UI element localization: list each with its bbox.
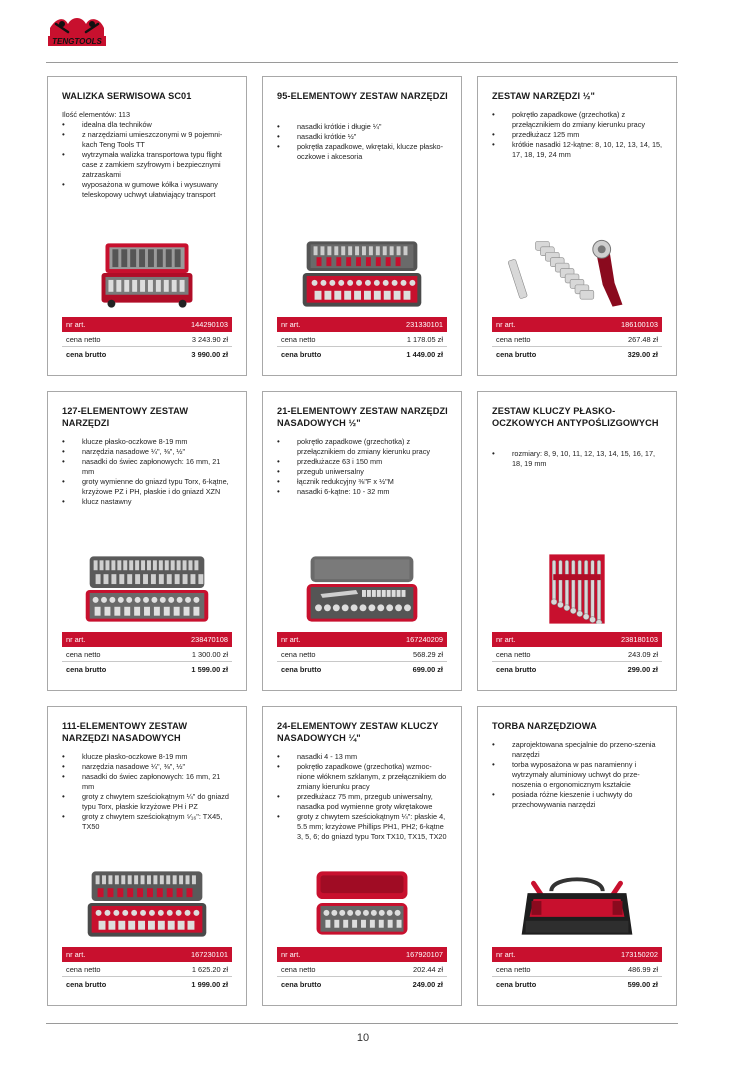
gross-price-row [492, 347, 662, 362]
feature-item: • klucze płasko-oczkowe 8-19 mm [62, 752, 234, 762]
product-description [492, 110, 664, 160]
gross-price-label: cena brutto [496, 665, 537, 674]
feature-list [277, 437, 449, 497]
feature-item: • posiada różne kieszenie i uchwyty do przechowywania narzędzi [492, 790, 664, 810]
svg-text:TENGTOOLS: TENGTOOLS [52, 37, 102, 46]
feature-item: • klucze płasko-oczkowe 8-19 mm [62, 437, 234, 447]
net-price-value: 3 243.90 zł [191, 334, 228, 344]
net-price-row [62, 332, 232, 347]
feature-item: • torba wyposażona w pas naramienny i wytrzymały aluminiowy uchwyt do prze-noszenia o ergonomicznym kształcie [492, 760, 664, 790]
gross-price-value: 599.00 zł [627, 980, 658, 989]
product-description [492, 449, 664, 469]
feature-item: • pokrętło zapadkowe (grzechotka) z przełącznikiem do zmiany kierunku pracy [492, 110, 664, 130]
net-price-value: 1 300.00 zł [191, 649, 228, 659]
net-price-label: cena netto [66, 964, 101, 974]
feature-item: • łącznik redukcyjny ⅜"F x ½"M [277, 477, 449, 487]
feature-item: • wyposażona w gumowe kółka i wysuwany teleskopowy uchwyt ułatwiający transport [62, 180, 234, 200]
art-no-label: nr art. [496, 950, 516, 959]
art-no-value: 144290103 [191, 320, 228, 329]
gross-price-label: cena brutto [281, 350, 322, 359]
tengtools-logo [46, 14, 108, 50]
feature-item: • rozmiary: 8, 9, 10, 11, 12, 13, 14, 15, 16, 17, 18, 19 mm [492, 449, 664, 469]
art-no-label: nr art. [496, 635, 516, 644]
gross-price-row [492, 662, 662, 677]
tool-box-image [277, 239, 447, 309]
price-table [492, 632, 662, 677]
product-description [62, 752, 234, 832]
product-card-4 [47, 391, 247, 691]
net-price-label: cena netto [281, 334, 316, 344]
product-card-9 [477, 706, 677, 1006]
feature-list [277, 122, 449, 162]
product-photo [492, 554, 662, 624]
product-photo [62, 554, 232, 624]
net-price-label: cena netto [496, 964, 531, 974]
feature-item: • groty wymienne do gniazd typu Torx, 6-kątne, krzyżowe PZ i PH, płaskie i do gniazd XZN [62, 477, 234, 497]
feature-item: • pokrętło zapadkowe (grzechotka) wzmoc-nione włóknem szklanym, z przełącznikiem do zmiany kierunku pracy [277, 762, 449, 792]
art-no-row [277, 632, 447, 647]
art-no-value: 167230101 [191, 950, 228, 959]
price-table [277, 317, 447, 362]
feature-list [492, 740, 664, 810]
feature-item: • wytrzymała walizka transportowa typu flight case z zamkiem szyfrowym i bezpiecznymi zatrzaskami [62, 150, 234, 180]
net-price-row [492, 962, 662, 977]
art-no-row [277, 317, 447, 332]
feature-list [62, 437, 234, 507]
net-price-row [277, 647, 447, 662]
feature-list [62, 752, 234, 832]
net-price-row [492, 332, 662, 347]
net-price-row [62, 647, 232, 662]
feature-item: • groty z chwytem sześciokątnym ⁵⁄₁₆": TX45, TX50 [62, 812, 234, 832]
feature-item: • z narzędziami umieszczonymi w 9 pojemni-kach Teng Tools TT [62, 130, 234, 150]
feature-item: • klucz nastawny [62, 497, 234, 507]
feature-list [492, 449, 664, 469]
gross-price-value: 699.00 zł [412, 665, 443, 674]
net-price-value: 568.29 zł [413, 649, 443, 659]
product-title: 95-ELEMENTOWY ZESTAW NARZĘDZI [277, 91, 448, 101]
gross-price-label: cena brutto [281, 980, 322, 989]
feature-item: • narzędzia nasadowe ¼", ⅜", ½" [62, 762, 234, 772]
net-price-value: 1 625.20 zł [191, 964, 228, 974]
net-price-label: cena netto [66, 649, 101, 659]
element-count: Ilość elementów: 113 [62, 110, 131, 119]
art-no-value: 167920107 [406, 950, 443, 959]
net-price-label: cena netto [496, 649, 531, 659]
feature-item: • narzędzia nasadowe ¼", ⅜", ½" [62, 447, 234, 457]
product-description [62, 437, 234, 507]
gross-price-label: cena brutto [66, 665, 107, 674]
tool-box-image [277, 869, 447, 939]
feature-item: • nasadki 4 - 13 mm [277, 752, 449, 762]
art-no-value: 231330101 [406, 320, 443, 329]
price-table [62, 632, 232, 677]
art-no-row [62, 317, 232, 332]
product-title: TORBA NARZĘDZIOWA [492, 721, 597, 731]
footer-rule [46, 1023, 678, 1024]
art-no-value: 238180103 [621, 635, 658, 644]
feature-item: • groty z chwytem sześciokątnym ¼" do gniazd typu Torx, płaskie krzyżowe PH i PZ [62, 792, 234, 812]
gross-price-label: cena brutto [496, 980, 537, 989]
art-no-value: 238470108 [191, 635, 228, 644]
feature-item: • krótkie nasadki 12-kątne: 8, 10, 12, 13, 14, 15, 17, 18, 19, 24 mm [492, 140, 664, 160]
art-no-label: nr art. [66, 950, 86, 959]
product-title: ZESTAW NARZĘDZI ½" [492, 91, 595, 101]
header-rule [46, 62, 678, 63]
art-no-label: nr art. [66, 635, 86, 644]
net-price-label: cena netto [66, 334, 101, 344]
product-description [62, 110, 234, 200]
product-description [277, 437, 449, 497]
net-price-row [492, 647, 662, 662]
feature-item: • groty z chwytem sześciokątnym ¼": płaskie 4, 5.5 mm; krzyżowe Phillips PH1, PH2; 6-kątne 3, 5, 6; do gniazd typu Torx TX10, TX15, TX20 [277, 812, 449, 842]
art-no-label: nr art. [281, 635, 301, 644]
net-price-label: cena netto [496, 334, 531, 344]
net-price-label: cena netto [281, 964, 316, 974]
feature-item: • nasadki 6-kątne: 10 - 32 mm [277, 487, 449, 497]
product-card-7 [47, 706, 247, 1006]
gross-price-row [62, 662, 232, 677]
price-table [277, 947, 447, 992]
gross-price-value: 1 999.00 zł [191, 980, 228, 989]
art-no-row [492, 947, 662, 962]
art-no-row [62, 632, 232, 647]
price-table [62, 947, 232, 992]
gross-price-value: 1 599.00 zł [191, 665, 228, 674]
net-price-row [62, 962, 232, 977]
product-description [277, 752, 449, 842]
feature-item: • nasadki do świec zapłonowych: 16 mm, 21 mm [62, 457, 234, 477]
product-card-2 [262, 76, 462, 376]
net-price-value: 267.48 zł [628, 334, 658, 344]
art-no-value: 173150202 [621, 950, 658, 959]
product-photo [492, 239, 662, 309]
art-no-label: nr art. [281, 320, 301, 329]
art-no-row [492, 632, 662, 647]
product-photo [277, 869, 447, 939]
feature-list [492, 110, 664, 160]
tool-box-image [62, 869, 232, 939]
art-no-value: 186100103 [621, 320, 658, 329]
feature-item: • nasadki krótkie ½" [277, 132, 449, 142]
net-price-value: 486.99 zł [628, 964, 658, 974]
price-table [277, 632, 447, 677]
product-title: WALIZKA SERWISOWA SC01 [62, 91, 192, 101]
art-no-row [62, 947, 232, 962]
art-no-row [277, 947, 447, 962]
product-grid [47, 76, 664, 1006]
product-photo [62, 239, 232, 309]
art-no-label: nr art. [66, 320, 86, 329]
gross-price-value: 249.00 zł [412, 980, 443, 989]
product-photo [492, 869, 662, 939]
product-title: 21-ELEMENTOWY ZESTAW NARZĘDZI NASADOWYCH ½" [277, 406, 448, 428]
socket-set-image [492, 239, 662, 309]
feature-item: • idealna dla techników [62, 120, 234, 130]
product-photo [62, 869, 232, 939]
product-photo [277, 239, 447, 309]
feature-item: • zaprojektowana specjalnie do przeno-szenia narzędzi [492, 740, 664, 760]
feature-list [277, 752, 449, 842]
art-no-value: 167240209 [406, 635, 443, 644]
gross-price-value: 3 990.00 zł [191, 350, 228, 359]
art-no-label: nr art. [281, 950, 301, 959]
page-number: 10 [356, 1032, 370, 1044]
tool-bag-image [492, 869, 662, 939]
product-photo [277, 554, 447, 624]
gross-price-value: 329.00 zł [627, 350, 658, 359]
product-description [492, 740, 664, 810]
feature-item: • nasadki krótkie i długie ¼" [277, 122, 449, 132]
feature-item: • przedłużacz 125 mm [492, 130, 664, 140]
feature-item: • przedłużacze 63 i 150 mm [277, 457, 449, 467]
gross-price-label: cena brutto [66, 980, 107, 989]
net-price-label: cena netto [281, 649, 316, 659]
net-price-row [277, 962, 447, 977]
gross-price-label: cena brutto [66, 350, 107, 359]
gross-price-label: cena brutto [281, 665, 322, 674]
gross-price-row [492, 977, 662, 992]
price-table [492, 947, 662, 992]
feature-item: • przegub uniwersalny [277, 467, 449, 477]
feature-item: • nasadki do świec zapłonowych: 16 mm, 21 mm [62, 772, 234, 792]
art-no-row [492, 317, 662, 332]
spanner-set-image [492, 554, 662, 624]
net-price-row [277, 332, 447, 347]
product-description [277, 122, 449, 162]
product-card-8 [262, 706, 462, 1006]
gross-price-row [277, 662, 447, 677]
product-card-1 [47, 76, 247, 376]
gross-price-label: cena brutto [496, 350, 537, 359]
net-price-value: 243.09 zł [628, 649, 658, 659]
gross-price-row [277, 347, 447, 362]
net-price-value: 1 178.05 zł [406, 334, 443, 344]
feature-item: • pokrętło zapadkowe (grzechotka) z przełącznikiem do zmiany kierunku pracy [277, 437, 449, 457]
gross-price-value: 299.00 zł [627, 665, 658, 674]
feature-list [62, 120, 234, 200]
feature-item: • przedłużacz 75 mm, przegub uniwersalny, nasadka pod wymienne groty wkrętakowe [277, 792, 449, 812]
gross-price-row [62, 977, 232, 992]
gross-price-row [62, 347, 232, 362]
product-card-3 [477, 76, 677, 376]
product-title: 24-ELEMENTOWY ZESTAW KLUCZY NASADOWYCH ¼" [277, 721, 439, 743]
price-table [62, 317, 232, 362]
product-card-6 [477, 391, 677, 691]
price-table [492, 317, 662, 362]
tool-case-image [62, 239, 232, 309]
product-title: ZESTAW KLUCZY PŁASKO-OCZKOWYCH ANTYPOŚLIZGOWYCH [492, 406, 659, 428]
gross-price-row [277, 977, 447, 992]
feature-item: • pokrętła zapadkowe, wkrętaki, klucze płasko-oczkowe i akcesoria [277, 142, 449, 162]
product-title: 111-ELEMENTOWY ZESTAW NARZĘDZI NASADOWYCH [62, 721, 188, 743]
product-title: 127-ELEMENTOWY ZESTAW NARZĘDZI [62, 406, 189, 428]
product-card-5 [262, 391, 462, 691]
gross-price-value: 1 449.00 zł [406, 350, 443, 359]
net-price-value: 202.44 zł [413, 964, 443, 974]
tool-box-image [62, 554, 232, 624]
tool-box-image [277, 554, 447, 624]
art-no-label: nr art. [496, 320, 516, 329]
